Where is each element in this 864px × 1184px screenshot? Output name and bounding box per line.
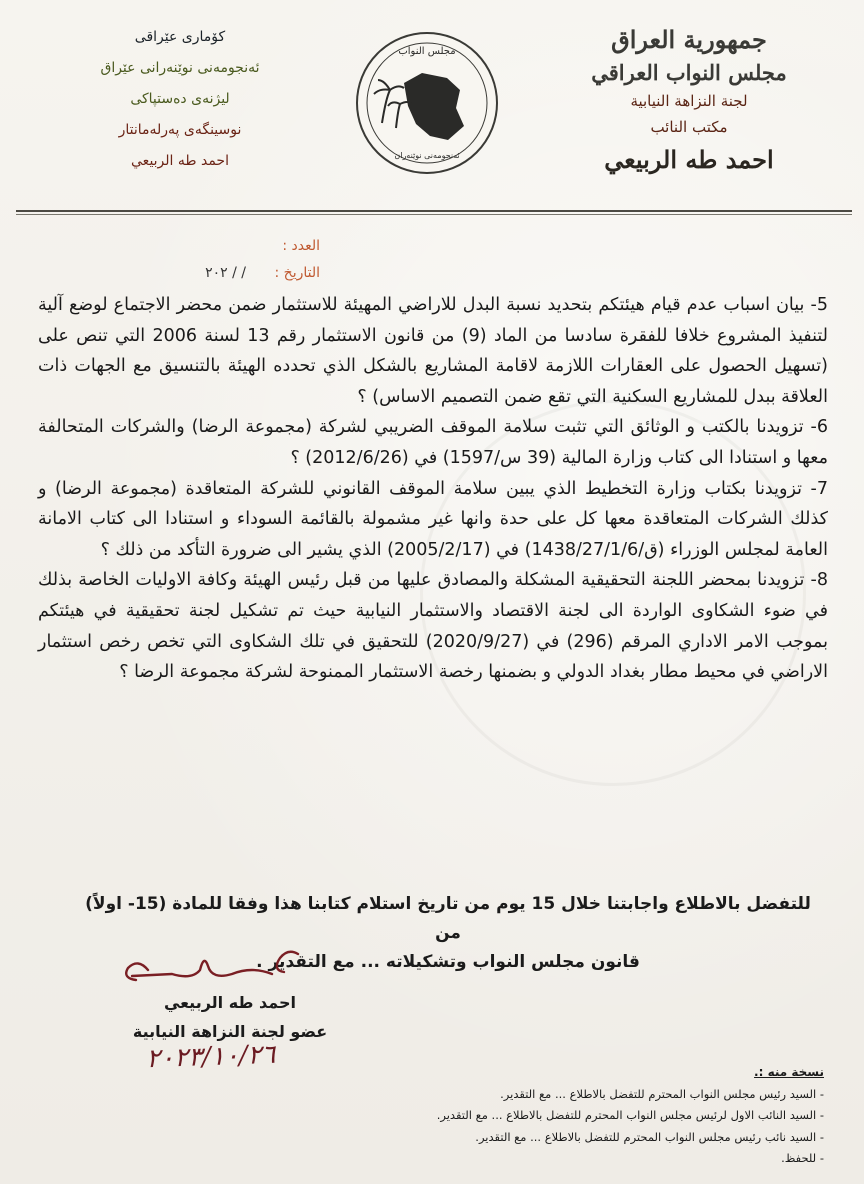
arabic-header	[554, 22, 824, 180]
signer-title: عضو لجنة النزاهة النيابية	[132, 1022, 328, 1041]
copy-recipient-deputy: - السيد نائب رئيس مجلس النواب المحترم للتفضل بالاطلاع ... مع التقدير.	[475, 1129, 824, 1144]
copy-recipient-speaker: - السيد رئيس مجلس النواب المحترم للتفضل بالاطلاع ... مع التقدير.	[500, 1086, 824, 1101]
arabic-office: مكتب النائب	[650, 118, 728, 136]
ref-number-row	[60, 238, 320, 265]
closing-line-2: قانون مجلس النواب وتشكيلاته ... مع التقدير .	[256, 952, 640, 972]
body-item-7: 7- تزويدنا بكتاب وزارة التخطيط الذي يبين سلامة الموقف القانوني للشركة المتعاقدة (مجموعة الرضا) و كذلك الشركات المتعاقدة معها كل على حدة وانها غير مشمولة بالقائمة السوداء و استنادا الى كتاب الامانة العامة لمجلس الوزراء (ق/1438/27/1/6) في (2005/2/17) الذي يشير الى ضرورة التأكد من ذلك ؟	[38, 478, 828, 560]
ref-date-label: التاريخ :	[274, 265, 320, 281]
closing-line-1: للتفضل بالاطلاع واجابتنا خلال 15 يوم من تاريخ استلام كتابنا هذا وفقا للمادة (15- اولاً) من	[85, 894, 811, 943]
kurdish-office: نوسینگەی پەرلەمانتار	[118, 122, 242, 138]
arabic-country: جمهورية العراق	[611, 25, 767, 54]
ref-number-label: العدد :	[282, 238, 320, 254]
kurdish-mp-name: احمد طه الربیعي	[131, 153, 229, 169]
body-item-5: 5- بيان اسباب عدم قيام هيئتكم بتحديد نسبة البدل للاراضي المهيئة للاستثمار ضمن محضر الاجتماع لوضع آلية لتنفيذ المشروع خلافا للفقرة سادسا من الماد (9) من قانون الاستثمار رقم 13 لسنة 2006 التي تنص على (تسهيل الحصول على العقارات اللازمة لاقامة المشاريع بالشكل الذي تحدده الهيئة بالتنسيق مع الجهات ذات العلاقة ببدل للمشاريع السكنية التي تقع ضمن التصميم الاساس) ؟	[38, 295, 829, 407]
body-item-8: 8- تزويدنا بمحضر اللجنة التحقيقية المشكلة والمصادق عليها من قبل رئيس الهيئة وكافة الاوليات الخاصة بذلك في ضوء الشكاوى الواردة الى لجنة الاقتصاد والاستثمار النيابية حيث تم تشكيل لجنة تحقيقية في هيئتكم بموجب الامر الاداري المرقم (296) في (2020/9/27) للتحقيق في تلك الشكاوى التي تخص رخص استثمار الاراضي في محيط مطار بغداد الدولي و بضمنها رخصة الاستثمار الممنوحة لشركة مجموعة الرضا ؟	[38, 570, 828, 683]
emblem-bottom-text: ئەنجومەنی نوێنەران	[394, 151, 460, 160]
ref-date-value: / / ٢٠٢	[205, 265, 247, 281]
body-item-6: 6- تزويدنا بالكتب و الوثائق التي تثبت سلامة الموقف الضريبي لشركة (مجموعة الرضا) والشركات المتحالفة معها و استنادا الى كتاب وزارة المالية (39 س/1597) في (2012/6/26) ؟	[38, 417, 828, 468]
reference-block	[60, 238, 320, 292]
header-divider	[16, 210, 852, 212]
signer-name: احمد طه الربيعي	[163, 993, 297, 1012]
kurdish-country: كۆماری عێراقی	[134, 29, 226, 45]
kurdish-parliament: ئەنجومەنی نوێنەرانی عێراق	[100, 60, 260, 76]
arabic-parliament: مجلس النواب العراقي	[591, 60, 787, 85]
header-divider-thin	[16, 214, 852, 215]
copy-recipient-archive: - للحفظ.	[781, 1151, 824, 1165]
ref-date-row	[60, 265, 320, 292]
parliament-emblem-logo	[352, 28, 502, 178]
letter-body	[38, 290, 828, 688]
kurdish-committee: لیژنەی دەستپاکی	[130, 91, 230, 107]
copies-title: نسخة منه :.	[754, 1065, 824, 1079]
kurdish-header	[60, 22, 300, 177]
handwritten-date: ٢٠٢٣/١٠/٢٦	[145, 1039, 276, 1075]
signer-block	[100, 988, 360, 1046]
copies-list	[394, 1062, 824, 1170]
copy-recipient-first-deputy: - السيد النائب الاول لرئيس مجلس النواب المحترم للتفضل بالاطلاع ... مع التقدير.	[436, 1108, 824, 1122]
arabic-committee: لجنة النزاهة النيابية	[630, 92, 748, 110]
emblem-top-text: مجلس النواب	[398, 46, 456, 57]
arabic-mp-name: احمد طه الربيعي	[604, 145, 774, 174]
